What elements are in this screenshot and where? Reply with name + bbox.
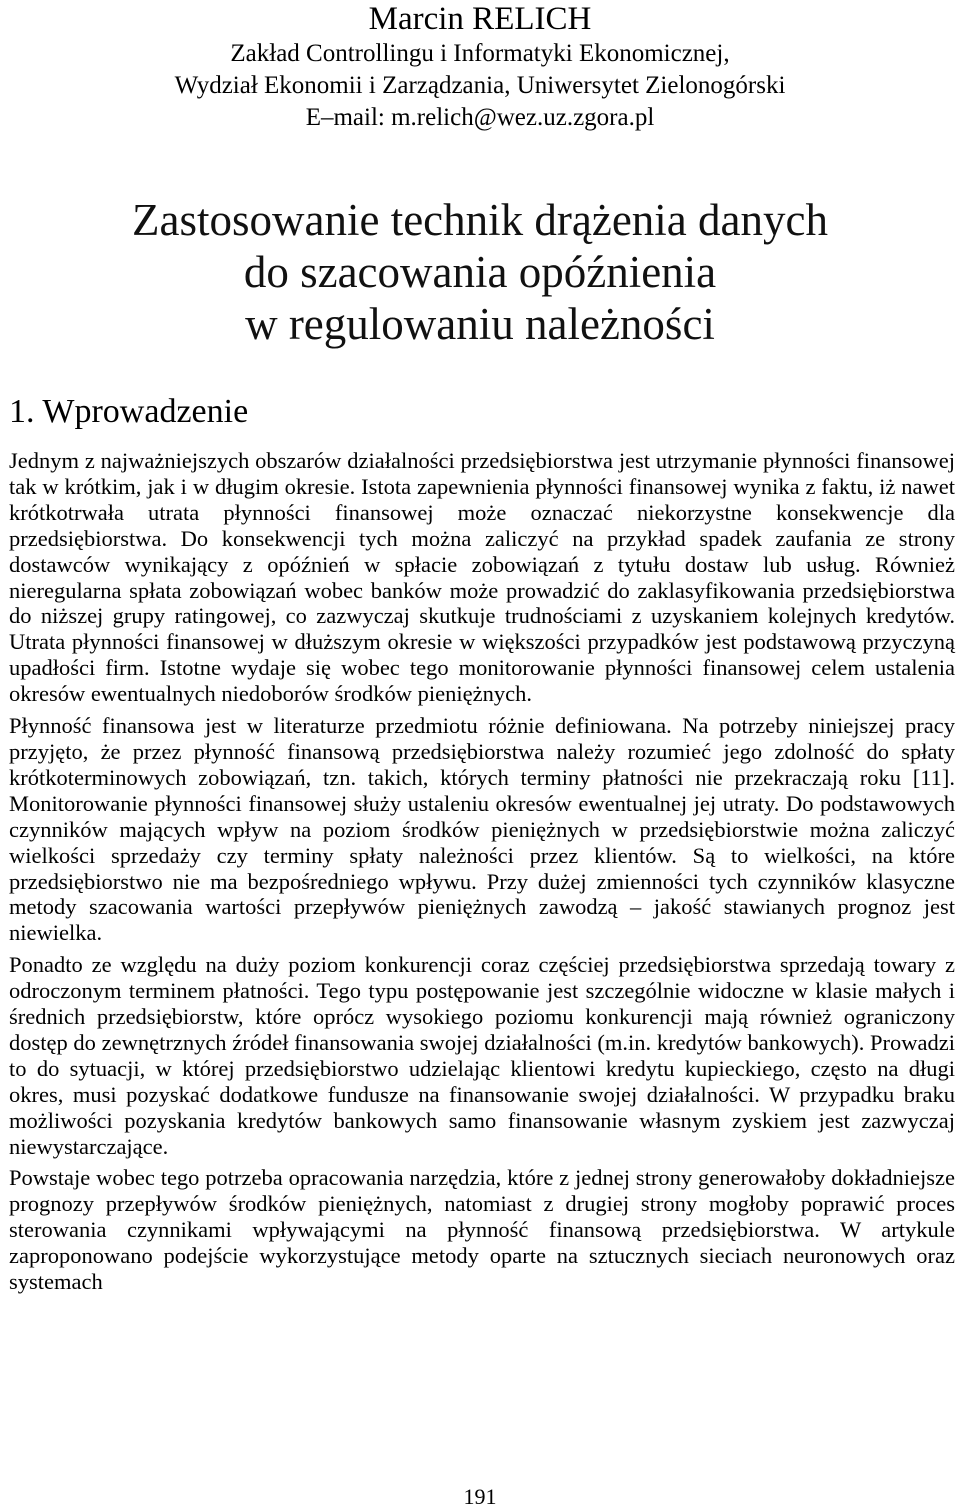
- body-paragraph-3: Ponadto ze względu na duży poziom konkurencji coraz częściej przedsiębiorstwa sprzedają towary z odroczonym terminem płatności. Tego typu postępowanie jest szczególnie widoczne w klasie małych i średnich przedsiębiorstw, które oprócz wysokiego poziomu konkurencji mają również ograniczony dostęp do zewnętrznych źródeł finansowania swojej działalności (m.in. kredytów bankowych). Prowadzi to do sytuacji, w której przedsiębiorstwo udzielając klientowi kredytu kupieckiego, często na długi okres, musi pozyskać dodatkowe fundusze na finansowanie swojej działalności. W przypadku braku możliwości pozyskania kredytów bankowych samo finansowanie własnym zyskiem jest zazwyczaj niewystarczające.: [9, 952, 955, 1159]
- title-line-3: w regulowaniu należności: [245, 299, 715, 349]
- author-name: Marcin RELICH: [368, 1, 592, 37]
- section-body: [9, 448, 955, 1301]
- email-line: E–mail: m.relich@wez.uz.zgora.pl: [305, 104, 655, 131]
- author-block: [40, 0, 920, 134]
- title-line-1: Zastosowanie technik drążenia danych: [132, 195, 828, 245]
- page-number: 191: [463, 1484, 497, 1509]
- paper-title: [40, 194, 920, 350]
- title-line-2: do szacowania opóźnienia: [243, 247, 717, 297]
- section-heading: 1. Wprowadzenie: [9, 393, 249, 430]
- affiliation-line-1: Zakład Controllingu i Informatyki Ekonomicznej,: [230, 40, 730, 67]
- affiliation-line-2: Wydział Ekonomii i Zarządzania, Uniwersytet Zielonogórski: [174, 72, 786, 99]
- body-paragraph-1: Jednym z najważniejszych obszarów działalności przedsiębiorstwa jest utrzymanie płynności finansowej tak w krótkim, jak i w długim okresie. Istota zapewnienia płynności finansowej wynika z faktu, iż nawet krótkotrwała utrata płynności finansowej może oznaczać niekorzystne konsekwencje dla przedsiębiorstwa. Do konsekwencji tych można zaliczyć na przykład spadek zaufania ze strony dostawców wynikający z opóźnień w spłacie zobowiązań z tytułu dostaw lub usług. Również nieregularna spłata zobowiązań wobec banków może prowadzić do zaklasyfikowania przedsiębiorstwa do niższej grupy ratingowej, co zazwyczaj skutkuje trudnościami z uzyskaniem kolejnych kredytów. Utrata płynności finansowej w dłuższym okresie w większości przypadków jest podstawową przyczyną upadłości firm. Istotne wydaje się wobec tego monitorowanie płynności finansowej celem ustalenia okresów ewentualnych niedoborów środków pieniężnych.: [9, 448, 955, 707]
- body-paragraph-2: Płynność finansowa jest w literaturze przedmiotu różnie definiowana. Na potrzeby niniejszej pracy przyjęto, że przez płynność finansową przedsiębiorstwa należy rozumieć jego zdolność do spłaty krótkoterminowych zobowiązań, tzn. takich, których terminy płatności nie przekraczają roku [11]. Monitorowanie płynności finansowej służy ustaleniu okresów ewentualnej jej utraty. Do podstawowych czynników mających wpływ na poziom środków pieniężnych w przedsiębiorstwie można zaliczyć wielkości sprzedaży czy terminy spłaty należności przez klientów. Są to wielkości, na które przedsiębiorstwo nie ma bezpośredniego wpływu. Przy dużej zmienności tych czynników klasyczne metody szacowania wartości przepływów pieniężnych zawodzą – jakość stawianych prognoz jest niewielka.: [9, 713, 955, 946]
- body-paragraph-4: Powstaje wobec tego potrzeba opracowania narzędzia, które z jednej strony generowałoby dokładniejsze prognozy przepływów środków pieniężnych, natomiast z drugiej strony mogłoby poprawić proces sterowania czynnikami wpływającymi na płynność finansową przedsiębiorstwa. W artykule zaproponowano podejście wykorzystujące metody oparte na sztucznych sieciach neuronowych oraz systemach: [9, 1165, 955, 1295]
